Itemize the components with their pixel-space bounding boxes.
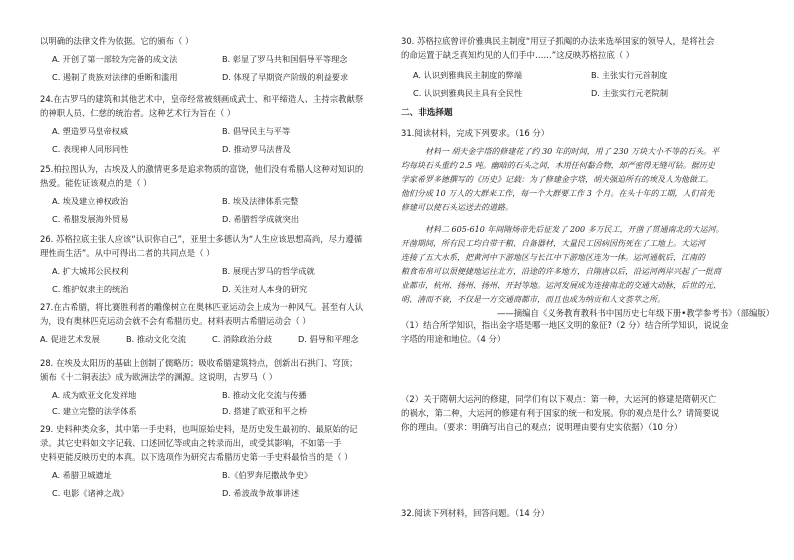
answer-option: C. 消除政治分歧 (212, 334, 273, 344)
answer-option: D. 希波战争故事讲述 (222, 488, 300, 498)
question-text-line: 录。其它史料如文字记载、口述回忆等或由之转录而出，或受其影响，不如第一手 (40, 438, 342, 448)
answer-option: D. 倡导和平理念 (298, 334, 359, 344)
answer-option: C. 维护奴隶主的统治 (52, 284, 129, 294)
answer-option: A. 成为欧亚文化发祥地 (52, 390, 137, 400)
material-text-line: 学家希罗多德撰写的《历史》记载：为了修建金字塔，胡夫强迫所有的埃及人为他做工。 (401, 175, 713, 184)
answer-option: B.《伯罗奔尼撒战争史》 (222, 470, 313, 480)
answer-option: D. 希腊哲学成就突出 (222, 214, 300, 224)
question-text-line: 28. 在埃及太阳历的基础上创制了儒略历；吸收希腊建筑特点，创新出石拱门、穹顶； (40, 358, 358, 368)
answer-option: B. 埃及法律体系完整 (222, 196, 299, 206)
answer-option: B. 推动文化交流 (126, 334, 186, 344)
answer-option: A. 希腊卫城遗址 (52, 470, 112, 480)
material-text-line: 他们分成 10 万人的大群来工作，每一个大群要工作 3 个月。在头十年的工期，人们首先 (401, 189, 715, 198)
question-text-line: 30. 苏格拉底曾评价雅典民主制度“用豆子抓阄的办法来选举国家的领导人，是将社会 (401, 36, 715, 46)
question-text-line: 25.柏拉图认为，古埃及人的激情更多是追求物质的富饶，他们没有希腊人这种对知识的 (40, 164, 364, 174)
material-text-line: 材料二 605-610 年间隋炀帝先后征发了 200 多万民工，开凿了贯通南北的大运河。 (425, 225, 724, 234)
material-text-line: 连接了五大水系，把黄河中下游地区与长江中下游地区连为一体。运河通航后，江南的 (401, 253, 705, 262)
answer-option: B. 彰显了罗马共和国倡导平等理念 (222, 54, 348, 64)
question-text-line: 的祸水，第二种，大运河的修建有利于国家的统一和发展。你的观点是什么？请简要说 (401, 408, 720, 418)
question-text-line: 为，设有奥林匹克运动会就不会有希腊历史。材料表明古希腊运动会（ ） (40, 316, 311, 326)
question-text-line: 你的理由。（要求：明确写出自己的观点；说明理由要有史实依据）（10 分） (401, 422, 683, 432)
answer-option: B. 推动文化交流与传播 (222, 390, 307, 400)
answer-option: B. 倡导民主与平等 (222, 126, 291, 136)
question-text-line: 26. 苏格拉底主张人应该“认识你自己”，亚里士多德认为“人生应该思想高尚，尽力遵循 (40, 234, 363, 244)
question-text-line: 理性而生活”。从中可得出二者的共同点是（ ） (40, 248, 215, 258)
question-text-line: 32.阅读下列材料，回答问题。（14 分） (401, 508, 550, 518)
answer-option: B. 主张实行元首制度 (591, 70, 668, 80)
answer-option: D. 主张实行元老院制 (591, 88, 669, 98)
question-text-line: （2）关于隋朝大运河的修建，同学们有以下观点：第一种，大运河的修建是隋朝灭亡 (401, 394, 717, 404)
answer-option: D. 关注对人本身的研究 (222, 284, 308, 294)
material-text-line: 均每块石头重约 2.5 吨。幽暗的石头之间，木用任何黏合物，却严密得无缝可钻。据历史 (401, 161, 715, 170)
material-text-line: 明、清而不衰，不仅是一方交通商都市，而且也成为纳贡和人文荟萃之所。 (401, 295, 665, 304)
answer-option: C. 电影《诸神之战》 (52, 488, 129, 498)
question-text-line: 27.在古希腊，将比赛胜利者的雕像树立在奥林匹亚运动会上成为一种风气。甚至有人认 (40, 302, 364, 312)
material-text-line: 材料一 胡夫金字塔的修建花了约 30 年的时间，用了 230 万块大小不等的石头。平 (425, 147, 720, 156)
answer-option: A. 扩大城邦公民权利 (52, 266, 129, 276)
material-citation: ——摘编自《义务教育教科书中国历史七年级下册•教学参考书》（部编版） (497, 308, 775, 318)
section-title: 二、非选择题 (401, 108, 453, 118)
question-text-line: 的命运置于缺乏真知灼见的人们手中……”这反映苏格拉底（ ） (401, 50, 635, 60)
material-text-line: 业都市，杭州、扬州、扬州、开封等地。运河发展成为连接南北的交通大动脉，后世的元、 (401, 281, 721, 290)
answer-option: A. 开创了第一部较为完备的成文法 (52, 54, 178, 64)
answer-option: C. 希腊发展海外贸易 (52, 214, 129, 224)
answer-option: B. 展现古罗马的哲学成就 (222, 266, 315, 276)
material-text-line: 粮食布帛可以很便捷地运往北方，沿途的许多地方，自隋唐以后，沿运河两岸兴起了一批商 (401, 267, 721, 276)
answer-option: C. 建立完整的法学体系 (52, 406, 137, 416)
question-text-line: 热爱。能佐证该观点的是（ ） (40, 178, 152, 188)
answer-option: D. 体现了早期资产阶级的利益要求 (222, 72, 349, 82)
answer-option: A. 埃及建立神权政治 (52, 196, 129, 206)
answer-option: A. 促进艺术发展 (40, 334, 100, 344)
question-text-line: 颁布《十二铜表法》成为欧洲法学的渊源。这说明，古罗马（ ） (40, 372, 278, 382)
question-text-line: 字塔的用途和地位。（4 分） (401, 334, 506, 344)
question-text-line: （1）结合所学知识，指出金字塔是哪一地区文明的象征?（2 分）结合所学知识，说说金 (401, 320, 729, 330)
answer-option: A. 认识到雅典民主制度的弊端 (413, 70, 522, 80)
question-text-line: 以明确的法律文件为依据。它的颁布（ ） (40, 36, 194, 46)
answer-option: C. 表现神人同形同性 (52, 144, 129, 154)
question-text-line: 24.在古罗马的建筑和其他艺术中，皇帝经常被刻画成武士、和平缔造人、主持宗教献祭 (40, 94, 364, 104)
question-text-line: 的神职人员、仁慈的统治者。这种艺术行为旨在（ ） (40, 108, 236, 118)
answer-option: C. 认识到雅典民主具有全民性 (413, 88, 523, 98)
question-text-line: 31.阅读材料，完成下列要求。（16 分） (401, 128, 550, 138)
material-text-line: 修建可以使石头运送去的道路。 (401, 203, 513, 212)
answer-option: A. 塑造罗马皇帝权威 (52, 126, 129, 136)
question-text-line: 史料更能反映历史的本真。以下选项作为研究古希腊历史第一手史料最恰当的是（ ） (40, 452, 353, 462)
answer-option: D. 搭建了欧亚和平之桥 (222, 406, 308, 416)
answer-option: C. 遏制了贵族对法律的垂断和滥用 (52, 72, 178, 82)
answer-option: D. 推动罗马法普及 (222, 144, 291, 154)
question-text-line: 29. 史料种类众多，其中第一手史料，也叫原始史料，是历史发生最初的、最原始的记 (40, 424, 358, 434)
material-text-line: 开凿期间，所有民工均自带干粮、自备器材，大量民工因病因伤死在了工地上。大运河 (401, 239, 705, 248)
